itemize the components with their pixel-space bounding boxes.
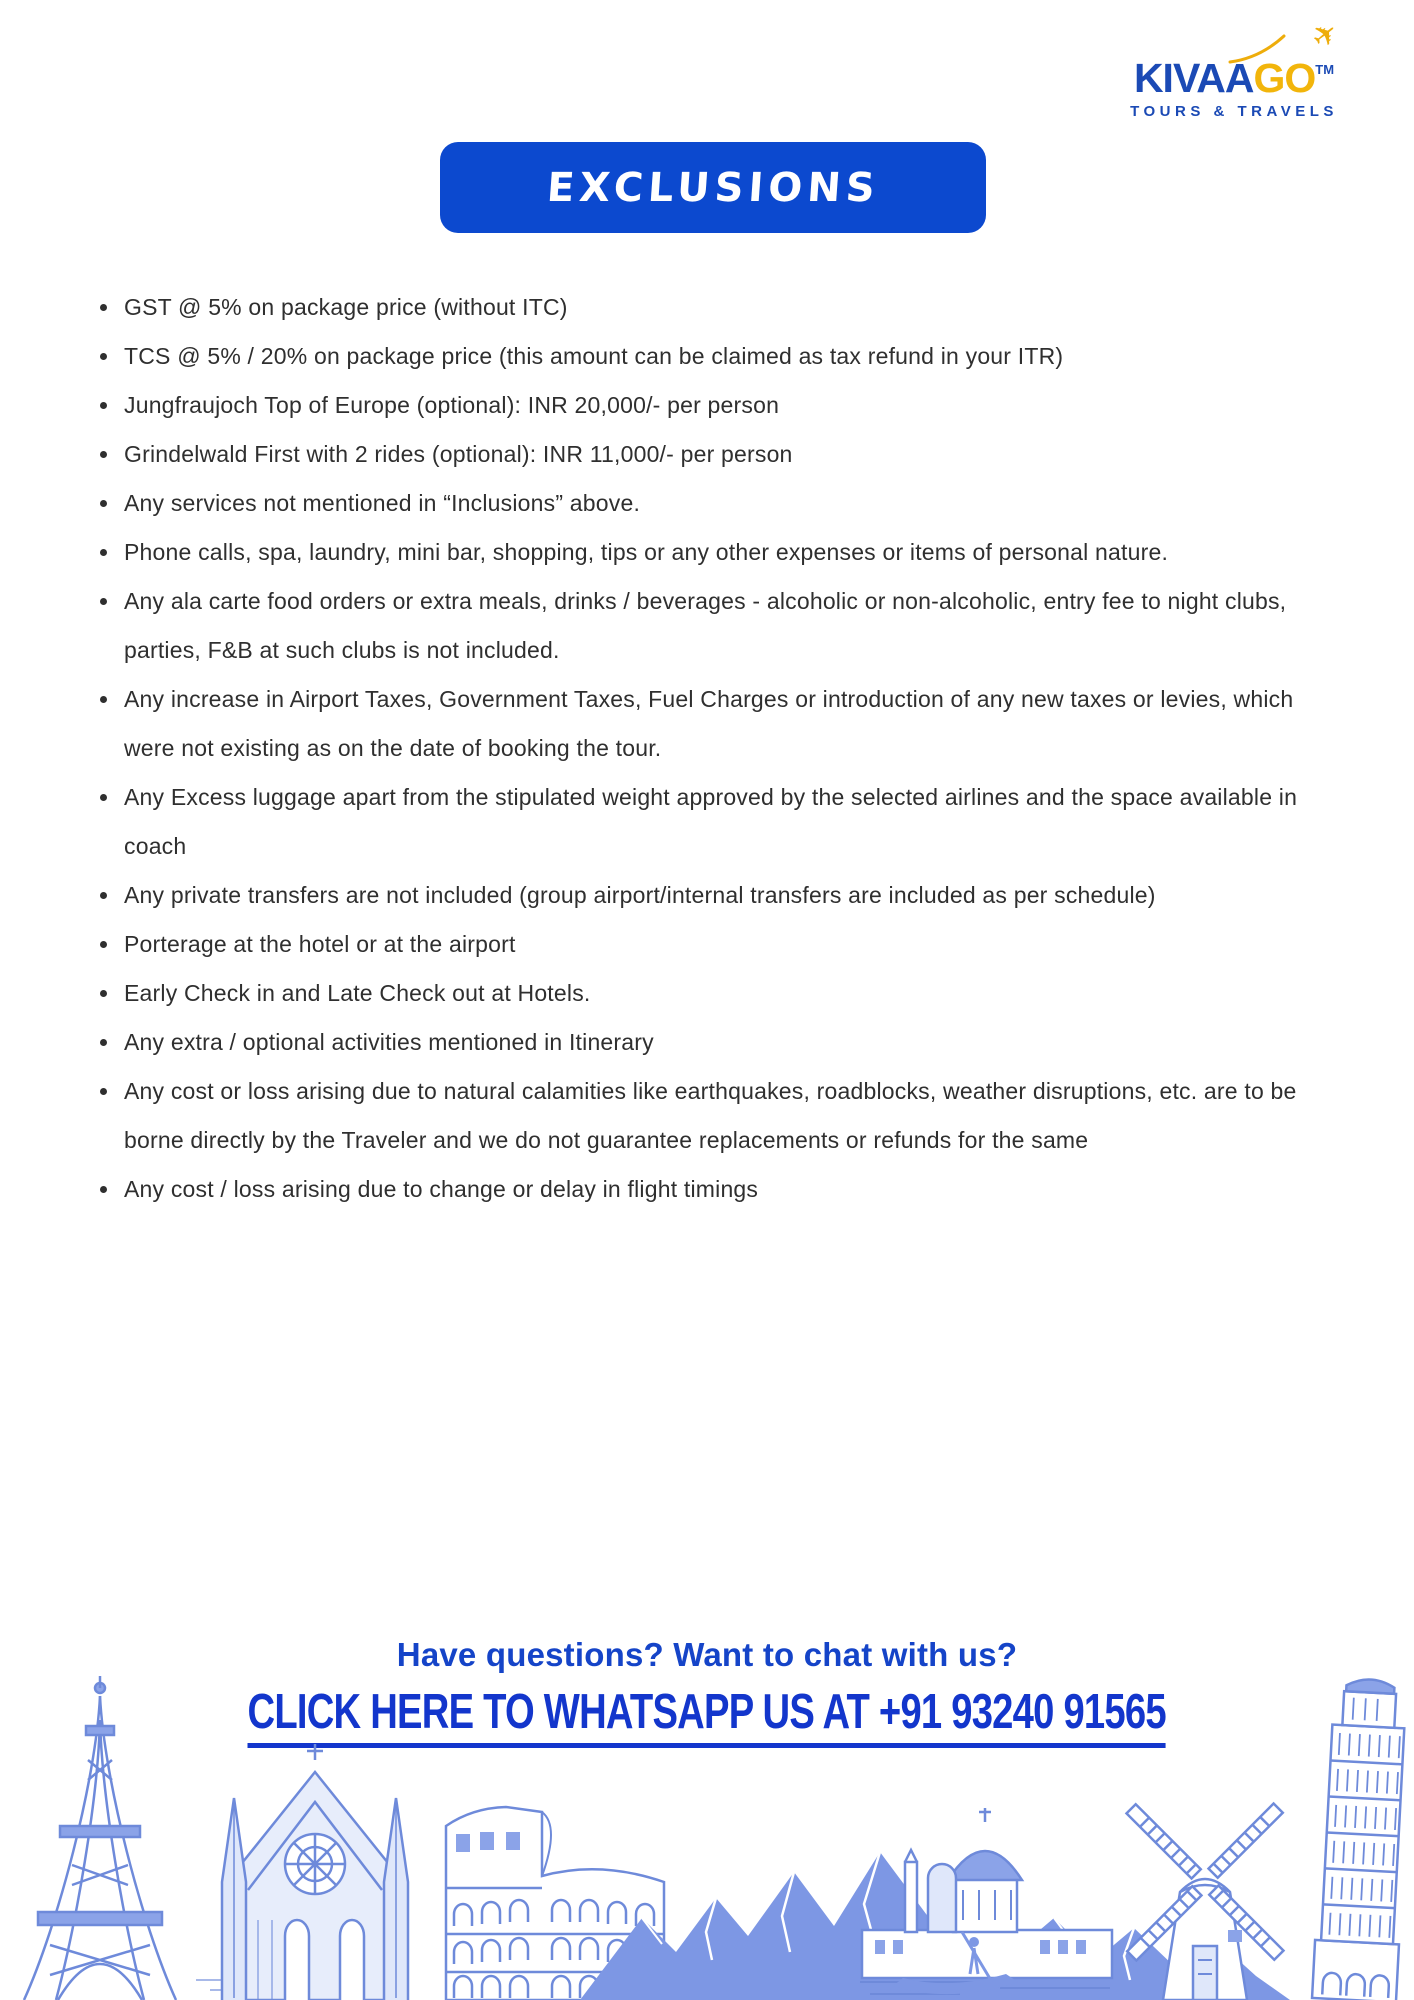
- exclusion-item: Any private transfers are not included (group airport/internal transfers are included as per schedule): [97, 871, 1307, 920]
- exclusion-item: Any ala carte food orders or extra meals, drinks / beverages - alcoholic or non-alcoholic, entry fee to night clubs, parties, F&B at such clubs is not included.: [97, 577, 1307, 675]
- exclusion-item: Any services not mentioned in “Inclusions” above.: [97, 479, 1307, 528]
- exclusion-item: Early Check in and Late Check out at Hotels.: [97, 969, 1307, 1018]
- section-header-exclusions: [440, 142, 986, 233]
- exclusion-item: TCS @ 5% / 20% on package price (this amount can be claimed as tax refund in your ITR): [97, 332, 1307, 381]
- exclusion-item: Jungfraujoch Top of Europe (optional): INR 20,000/- per person: [97, 381, 1307, 430]
- exclusion-item: GST @ 5% on package price (without ITC): [97, 283, 1307, 332]
- exclusion-item: Porterage at the hotel or at the airport: [97, 920, 1307, 969]
- brand-tm: TM: [1315, 62, 1335, 77]
- exclusions-list: [97, 283, 1307, 1214]
- exclusion-item: Any cost or loss arising due to natural calamities like earthquakes, roadblocks, weather disruptions, etc. are to be borne directly by the Traveler and we do not guarantee replacements or refunds for the same: [97, 1067, 1307, 1165]
- exclusion-item: Any Excess luggage apart from the stipulated weight approved by the selected airlines and the space available in coach: [97, 773, 1307, 871]
- exclusion-item: Any increase in Airport Taxes, Government Taxes, Fuel Charges or introduction of any new taxes or levies, which were not existing as on the date of booking the tour.: [97, 675, 1307, 773]
- pisa-tower-sketch: [1312, 1677, 1413, 2000]
- plane-icon: ✈: [1304, 13, 1347, 58]
- brand-go: GO: [1253, 55, 1316, 101]
- brand-kivaa: KIVAA: [1133, 55, 1254, 101]
- kivaago-logo: [1124, 13, 1347, 120]
- brand-tagline: TOURS & TRAVELS: [1130, 103, 1338, 120]
- exclusion-item: Any cost / loss arising due to change or delay in flight timings: [97, 1165, 1307, 1214]
- brand-name: [1124, 55, 1344, 101]
- landmark-skyline: [0, 1630, 1414, 2000]
- cathedral-sketch: [222, 1744, 408, 2000]
- page-title: EXCLUSIONS: [545, 164, 881, 211]
- exclusion-item: Any extra / optional activities mentioned in Itinerary: [97, 1018, 1307, 1067]
- footer-question: Have questions? Want to chat with us?: [396, 1636, 1018, 1673]
- exclusion-item: Grindelwald First with 2 rides (optional): INR 11,000/- per person: [97, 430, 1307, 479]
- exclusion-item: Phone calls, spa, laundry, mini bar, shopping, tips or any other expenses or items of personal nature.: [97, 528, 1307, 577]
- whatsapp-cta-link[interactable]: CLICK HERE TO WHATSAPP US AT +91 93240 91565: [248, 1684, 1166, 1748]
